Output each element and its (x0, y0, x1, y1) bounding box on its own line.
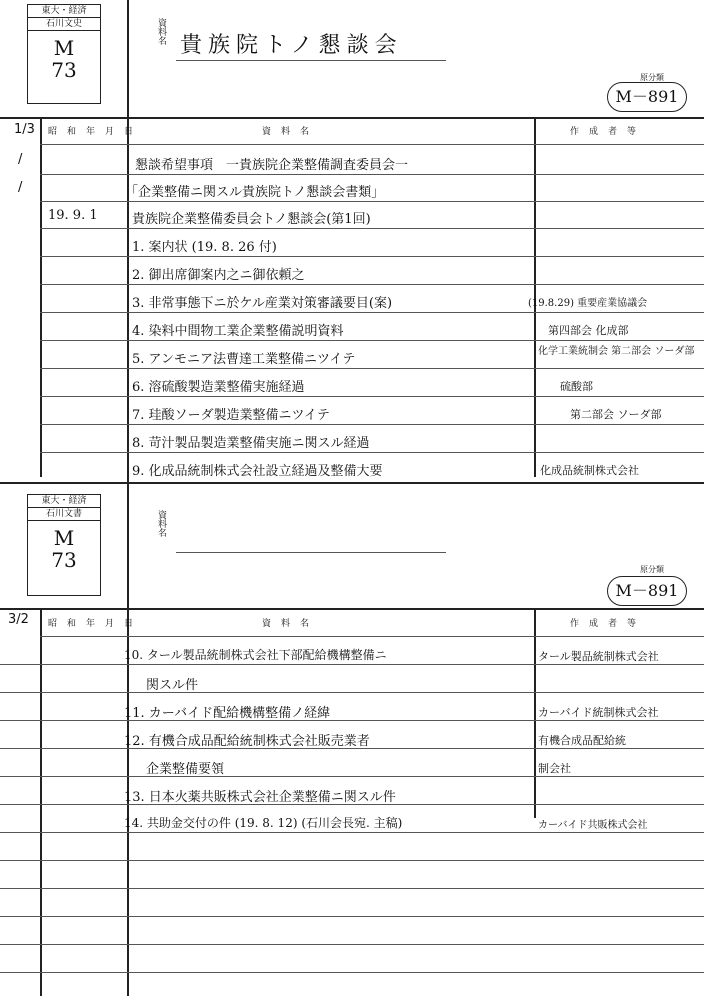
stamp2-code-letter: M (53, 526, 75, 550)
header-name: 資料名 (262, 127, 320, 137)
entry-15-text: 11. カーバイド配給機構整備ノ経緯 (124, 706, 331, 721)
stamp2-code-number: 73 (51, 548, 77, 572)
entry-13-author: タール製品統制株式会社 (538, 650, 659, 663)
header-date: 昭和年月日 (48, 127, 144, 137)
entry-10-text: 7. 珪酸ソーダ製造業整備ニツイテ (132, 408, 330, 423)
entry-10-author: 第二部会 ソーダ部 (570, 408, 662, 421)
entry-18-text: 13. 日本火薬共販株式会社企業整備ニ関スル件 (124, 790, 396, 805)
title-label-2: 資料名 (156, 510, 166, 537)
entry-16-text: 12. 有機合成品配給統制株式会社販売業者 (124, 734, 370, 749)
entry-16-author: 有機合成品配給統 (538, 734, 626, 747)
stamp-code-letter: M (53, 36, 75, 60)
entry-15-author: カーバイド統制株式会社 (538, 706, 659, 719)
entry-19-author: カーバイド共販株式会社 (538, 820, 648, 831)
entry-8-author: 化学工業統制会 第二部会 ソーダ部 (538, 346, 695, 357)
entry-7-author: 第四部会 化成部 (548, 324, 629, 337)
entry-7-text: 4. 染料中間物工業企業整備説明資料 (132, 324, 344, 339)
stamp2-line-2: 石川文書 (28, 508, 100, 521)
stamp-line-1: 東大・経済 (28, 5, 100, 18)
entry-6-text: 3. 非常事態下ニ於ケル産業対策審議要目(案) (132, 296, 393, 311)
classification-code-2: M－891 (607, 576, 687, 606)
row-number-2: / (18, 152, 23, 167)
stamp2-line-1: 東大・経済 (28, 495, 100, 508)
row-number-4: 3/2 (8, 612, 29, 627)
header-author: 作成者等 (570, 127, 647, 137)
entry-6-author: (19.8.29) 重要産業協議会 (528, 298, 648, 309)
entry-17-author: 制会社 (538, 762, 571, 775)
header2-date: 昭和年月日 (48, 619, 144, 629)
archive-stamp (27, 4, 101, 104)
entry-14-text: 関スル件 (146, 678, 199, 693)
entry-3-date: 19. 9. 1 (48, 208, 98, 223)
row-number-1: 1/3 (14, 122, 35, 137)
class-label: 原分類 (640, 73, 664, 82)
stamp-code-number: 73 (51, 58, 77, 82)
stamp-line-2: 石川文史 (28, 18, 100, 31)
entry-2-text: 「企業整備ニ関スル貴族院トノ懇談会書類」 (125, 185, 385, 200)
entry-4-text: 1. 案内状 (19. 8. 26 付) (132, 240, 277, 255)
class-label-2: 原分類 (640, 565, 664, 574)
classification-code: M－891 (607, 82, 687, 112)
header2-name: 資料名 (262, 619, 320, 629)
entry-8-text: 5. アンモニア法曹達工業整備ニツイテ (132, 352, 356, 367)
document-title: 貴族院トノ懇談会 (180, 33, 403, 58)
header2-author: 作成者等 (570, 619, 647, 629)
entry-3-text: 貴族院企業整備委員会トノ懇談会(第1回) (132, 212, 371, 227)
entry-12-text: 9. 化成品統制株式会社設立経過及整備大要 (132, 464, 383, 479)
entry-17-text: 企業整備要領 (146, 762, 225, 777)
entry-13-text: 10. タール製品統制株式会社下部配給機構整備ニ (124, 648, 387, 662)
entry-11-text: 8. 苛汁製品製造業整備実施ニ関スル経過 (132, 436, 370, 451)
entry-1-text: 懇談希望事項 一貴族院企業整備調査委員会一 (135, 158, 409, 173)
title-label: 資料名 (156, 18, 166, 45)
entry-19-text: 14. 共助金交付の件 (19. 8. 12) (石川会長宛. 主稿) (124, 816, 403, 830)
row-number-3: / (18, 180, 23, 195)
archive-stamp-2 (27, 494, 101, 596)
entry-5-text: 2. 御出席御案内之ニ御依頼之 (132, 268, 305, 283)
entry-12-author: 化成品統制株式会社 (540, 464, 639, 477)
entry-9-text: 6. 溶硫酸製造業整備実施経過 (132, 380, 305, 395)
entry-9-author: 硫酸部 (560, 380, 593, 393)
